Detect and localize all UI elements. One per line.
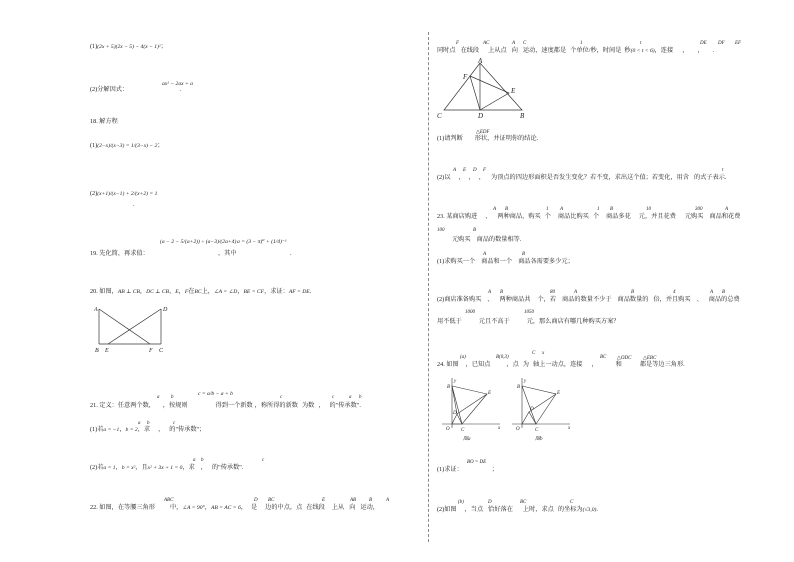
label-F: F [463,73,468,81]
q21-1-sup-c: c [173,421,176,426]
figure-q24b [510,376,574,442]
q18-2-label: (2) [90,190,98,197]
q21-sup-b: b [171,395,174,400]
label-E: E [557,391,561,396]
q24-2-sup-c: C [570,500,574,505]
q18-2-tail: . [133,201,135,208]
q22c-sup-ef: EF [735,41,742,46]
q17-1-expr: (2x + 5)(2x − 5) − 4(x − 1)² [97,44,161,50]
q22-sup-bc: BC [268,498,275,503]
label-x: x [568,426,571,431]
q21-1-sup-b: b [147,421,150,426]
q22c-sup-speed: 1 [580,41,583,46]
q23-sup-b2: B [610,207,614,212]
label-B: B [95,348,99,354]
q22-line: 22. 如图，在等腰三角形 中，∠A = 90°，AB = AC = 6， 是 边的中点，点 在线段 上从 向 运动， [90,504,379,511]
label-E: E [105,348,109,354]
q17-part2 [90,86,128,94]
q18-1-tail: ； [157,142,164,149]
q21-2-sup-a: a [193,458,196,463]
fig-a-caption: 图a [463,437,471,442]
q22-sup-d: D [254,498,258,503]
q23-2-sup-a3: A [710,290,714,295]
q18-title: 18. 解方程 [90,118,118,125]
label-O: O [516,427,520,432]
q24-sup-ebc: △EBC [643,356,657,361]
label-D: D [478,112,484,120]
q23-part2-line1: (2)商店准备购买 、 两种商品共 个，若 商品的数量不少于 商品数量的 倍，并且购买 、 商品的总费 [437,296,740,303]
q18-part1 [90,142,164,150]
q17-part1 [90,43,167,51]
q23-part1: (1)求购买一个 商品和一个 商品各需要多少元； [437,258,574,265]
q22c-sup-f: F [456,41,460,46]
q22-2-sup-t: t [722,168,724,173]
q19-mid: ，其中 [218,250,237,257]
label-x: x [498,426,501,431]
q21-sup-a2: a [349,395,352,400]
q22-sup-e: E [322,498,326,503]
q23-sup-line2-b: B [473,228,477,233]
q24-sup-odc: △ODC [617,356,632,361]
q23-2-sup-b2: B [631,290,635,295]
q23-line2: 元购买 商品的数量相等. [452,236,522,243]
label-B: B [517,385,521,390]
q23-2-sup-b: B [500,290,504,295]
q23-sup-line2-n: 100 [437,228,445,233]
q23-sup-n4: 300 [695,207,703,212]
q23-2-sup-line2-n1: 1000 [465,310,475,315]
q22c-sup-a: A [512,41,516,46]
figure-q22 [436,58,528,122]
q20-line: 20. 如图，AB ⊥ CB，DC ⊥ CB，E，F在BC上，∠A = ∠D，BE = CF，求证：AF = DE. [90,288,312,295]
q24-2-sup-bc: BC [520,500,527,505]
q22-2-sup-a: A [453,168,457,173]
triangle-EBC [452,386,487,424]
q21-sup-a: a [157,395,160,400]
q22-2-sup-d: D [473,168,477,173]
q24-2-sup-d: D [488,500,492,505]
q22c-sup-c: C [523,41,527,46]
q21-sup-b2: b [359,395,362,400]
column-divider [428,32,429,542]
q19-cond: a = (3 − π)⁰ + (1/4)⁻¹ [237,239,287,245]
q19-expr: (a − 2 − 5/(a+2)) ÷ (a−3)/(2a+4) [160,239,237,245]
q23-1-sup-a: A [483,252,487,257]
label-D: D [530,407,534,412]
q22-sup-a: A [386,498,390,503]
q24-part1: (1)求证： ； [437,466,498,473]
q24-sup-a: (a) [460,355,466,360]
q23-sup-b: B [505,207,509,212]
q23-2-sup-line2-n2: 1050 [524,310,534,315]
q23-sup-a: A [493,207,497,212]
q23-sup-n2: 1 [597,207,600,212]
q20-label: 20. 如图， [90,288,118,295]
q23-sup-n1: 1 [546,207,549,212]
q17-2-tail: . [180,86,182,93]
q19-tail: . [290,250,292,257]
label-C: C [535,428,539,433]
q21-rule: c = a/b − a + b [198,391,233,397]
q22c-sup-t: t [640,41,642,46]
q23-line1: 23. 某商店购进 、 两种商品，购买 个 商品比购买 个 商品多花 元，并且花费 元购买 商品和花费 [437,213,741,220]
line-AF [99,309,150,344]
q24-1-expr: BO = DE [467,460,487,465]
q23-2-sup-n2: 4 [673,290,676,295]
q18-part2 [90,190,157,198]
q24-part2: (2)如图 ，当点 恰好落在 上时，求点 的坐标为(√3,0). [437,506,598,513]
q18-1-label: (1) [90,142,98,149]
q22c-sup-de: DE [700,41,707,46]
q17-2-label: (2)分解因式： [90,86,129,93]
q17-1-tail: ； [160,43,167,50]
q22-1-sup-tri: △EDF [476,130,490,135]
q18-2-expr: (x+1)/(x−1) + 2/(x+2) = 1 [97,191,158,197]
q24-line: 24. 如图 ，已知点 ，点 为 轴上一动点，连接 ， 和 都是等边三角形. [437,361,685,368]
q21-2-sup-c: c [262,458,265,463]
label-D: D [163,307,168,313]
q21-part1: (1)若a = −1，b = 2，求 ， 的"传承数"； [90,426,206,433]
q21-line1: 21. 定义：任意两个数， ，按规则 得到一个新数 ，称所得的新数 为数 ， 的"传承数". [90,402,361,409]
label-D: D [453,411,457,416]
q17-2-expr: ax² − 2ax + a [162,81,193,87]
q23-part2-line2: 用不低于 元且不高于 元，那么商店有哪几种购买方案？ [437,318,620,325]
q22-sup-abc: ABC [164,498,174,503]
label-y: y [454,379,457,384]
q24-sup-x: x [542,351,545,356]
label-C: C [159,348,164,354]
q22-part1: (1)请判断 形状，并证明你的结论. [437,135,539,142]
q24-2-sup-b: (b) [458,500,464,505]
triangle-EDF [470,76,509,110]
q17-1-label: (1) [90,43,98,50]
label-A: A [94,307,98,313]
q23-2-sup-a: A [488,290,492,295]
q23-2-sup-a2: A [574,290,578,295]
figure-q20 [90,300,180,356]
label-B: B [447,385,451,390]
line-DE [457,394,487,414]
q23-2-sup-n1: 80 [550,290,555,295]
q22-sup-b: B [369,498,373,503]
q22-2-sup-f: F [483,168,487,173]
line-DE [108,309,161,344]
q23-sup-a3: A [725,207,729,212]
label-B: B [520,112,525,120]
label-F: F [149,348,153,354]
label-E: E [511,87,516,95]
label-C: C [437,112,442,120]
q23-1-sup-b: B [522,252,526,257]
q22-continued: 同时点 在线段 上从点 向 运动，速度都是 个单位/秒，时间是 秒(0 < t < 6)，连接 ， ， . [437,47,715,54]
label-E: E [488,391,492,396]
q21-sup-c: c [280,395,283,400]
q22-2-sup-e: E [463,168,467,173]
q19-line [90,250,149,258]
q23-sup-a2: A [560,207,564,212]
q18-1-expr: (2−x)/(x−3) = 1/(3−x) − 2 [97,143,158,149]
label-y: y [524,379,527,384]
q22c-sup-df: DF [718,41,725,46]
q24-sup-bc: BC [600,355,607,360]
line-BD [452,386,457,414]
q22-sup-ab: AB [350,498,357,503]
q24-sup-c: C [532,351,536,356]
q21-2-sup-b: b [201,458,204,463]
q21-part2: (2)若a = 1，b = x²，且x² + 3x + 1 = 0，求 ， 的"传承数". [90,464,244,471]
label-C: C [461,428,465,433]
q23-2-sup-b3: B [722,290,726,295]
q21-1-sup-a: a [138,421,141,426]
q23-sup-n3: 10 [646,207,651,212]
q22-part2: (2)以 ， ， ， 为顶点的四边形面积是否发生变化？若不变，求出这个值；若变化，用含 的式子表示. [437,174,727,181]
label-O: O [446,427,450,432]
q22c-sup-ac: AC [483,41,490,46]
q24-sup-b: B(0,3) [496,355,509,360]
label-A: A [478,58,483,65]
q21-sup-c2: c [332,395,335,400]
fig-b-caption: 图b [535,437,543,442]
q19-label: 19. 先化简，再求值： [90,250,149,257]
figure-q24a [440,376,504,442]
